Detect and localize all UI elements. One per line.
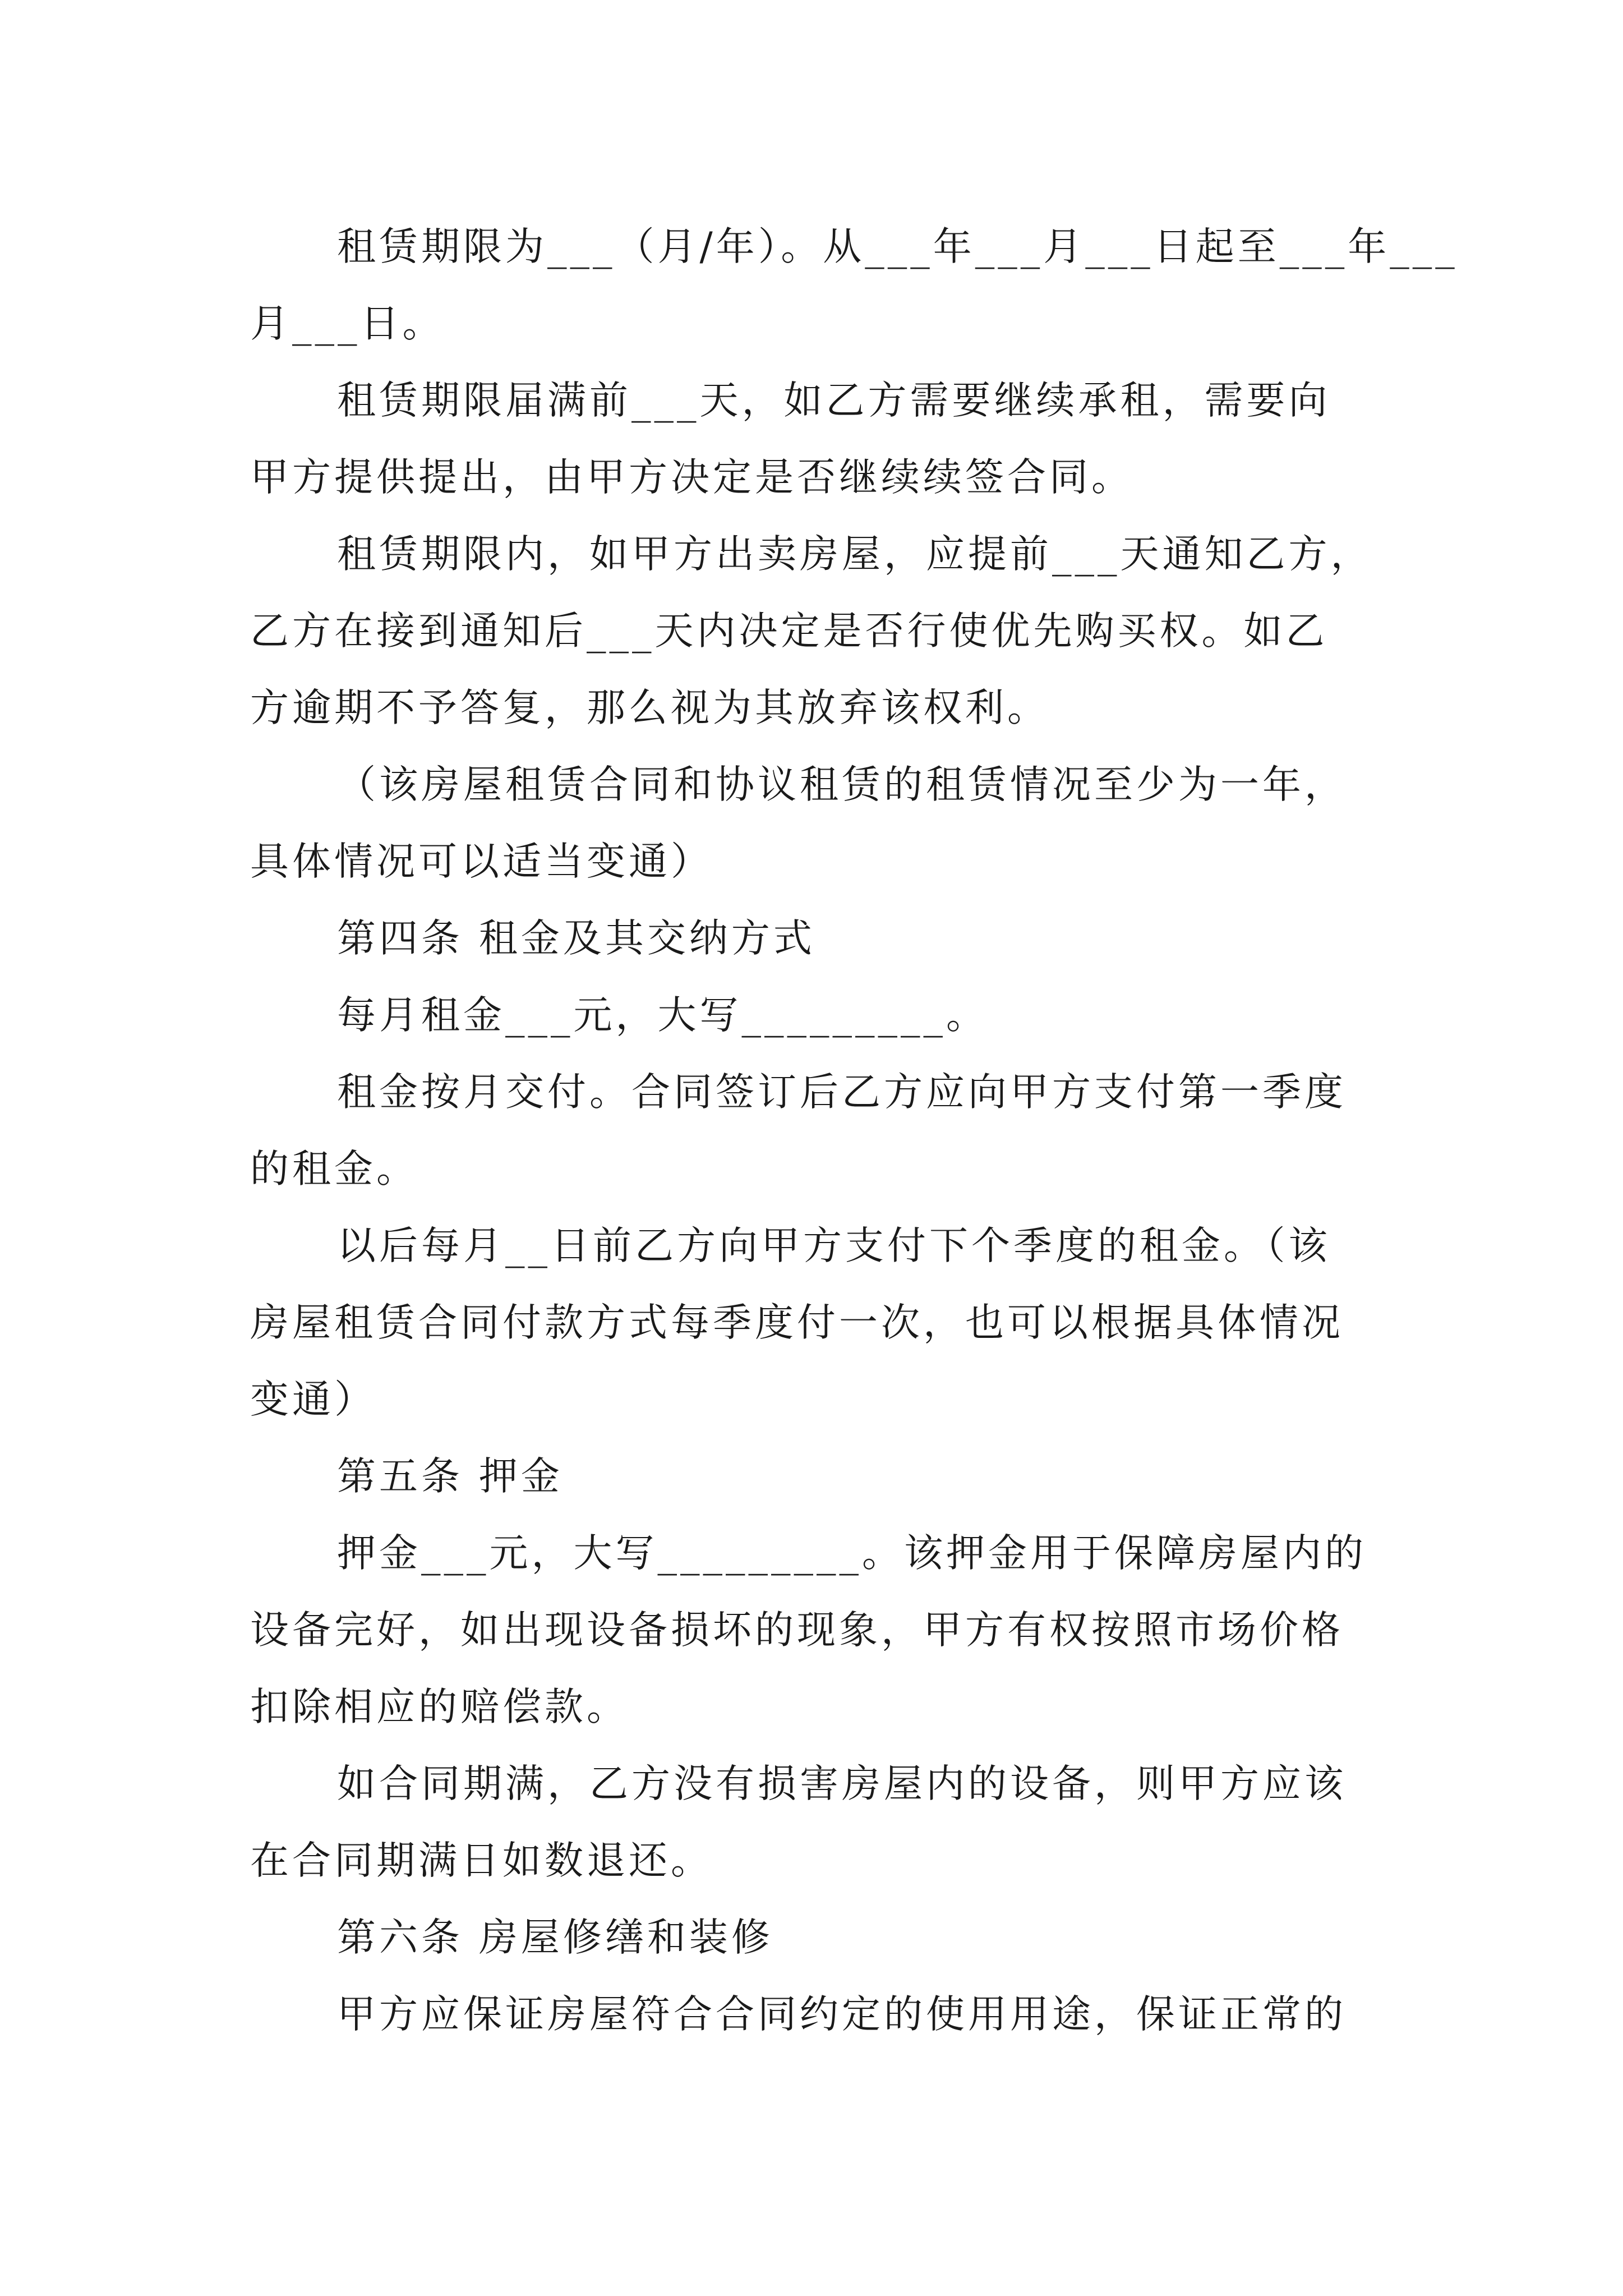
text-line: 的租金。 <box>250 1147 418 1191</box>
document-body <box>250 209 1458 2053</box>
text-line: 租赁期限为___（月/年）。从___年___月___日起至___年___ <box>337 224 1458 269</box>
text-line: 租赁期限届满前___天，如乙方需要继续承租，需要向 <box>337 378 1331 423</box>
text-line: 甲方提供提出，由甲方决定是否继续续签合同。 <box>250 455 1133 500</box>
text-line: 押金___元，大写_________。该押金用于保障房屋内的 <box>337 1531 1367 1576</box>
section-heading: 第六条 房屋修缮和装修 <box>337 1915 773 1960</box>
text-line: 每月租金___元，大写_________。 <box>337 993 988 1038</box>
text-line: 甲方应保证房屋符合合同约定的使用用途，保证正常的 <box>337 1992 1347 2037</box>
text-line: 方逾期不予答复，那么视为其放弃该权利。 <box>250 685 1049 730</box>
text-line: 具体情况可以适当变通） <box>250 839 713 884</box>
text-line: 房屋租赁合同付款方式每季度付一次，也可以根据具体情况 <box>250 1300 1344 1345</box>
text-line: 扣除相应的赔偿款。 <box>250 1685 629 1729</box>
text-line: 乙方在接到通知后___天内决定是否行使优先购买权。如乙 <box>250 609 1328 654</box>
text-line: 变通） <box>250 1377 376 1422</box>
text-line: 在合同期满日如数退还。 <box>250 1838 713 1883</box>
text-line: （该房屋租赁合同和协议租赁的租赁情况至少为一年， <box>337 762 1347 807</box>
text-line: 设备完好，如出现设备损坏的现象，甲方有权按照市场价格 <box>250 1608 1344 1653</box>
section-heading: 第四条 租金及其交纳方式 <box>337 916 815 961</box>
text-line: 如合同期满，乙方没有损害房屋内的设备，则甲方应该 <box>337 1761 1347 1806</box>
text-line: 月___日。 <box>250 301 445 346</box>
section-heading: 第五条 押金 <box>337 1454 563 1499</box>
text-line: 以后每月__日前乙方向甲方支付下个季度的租金。（该 <box>337 1223 1331 1268</box>
text-line: 租赁期限内，如甲方出卖房屋，应提前___天通知乙方， <box>337 532 1373 577</box>
text-line: 租金按月交付。合同签订后乙方应向甲方支付第一季度 <box>337 1070 1347 1115</box>
